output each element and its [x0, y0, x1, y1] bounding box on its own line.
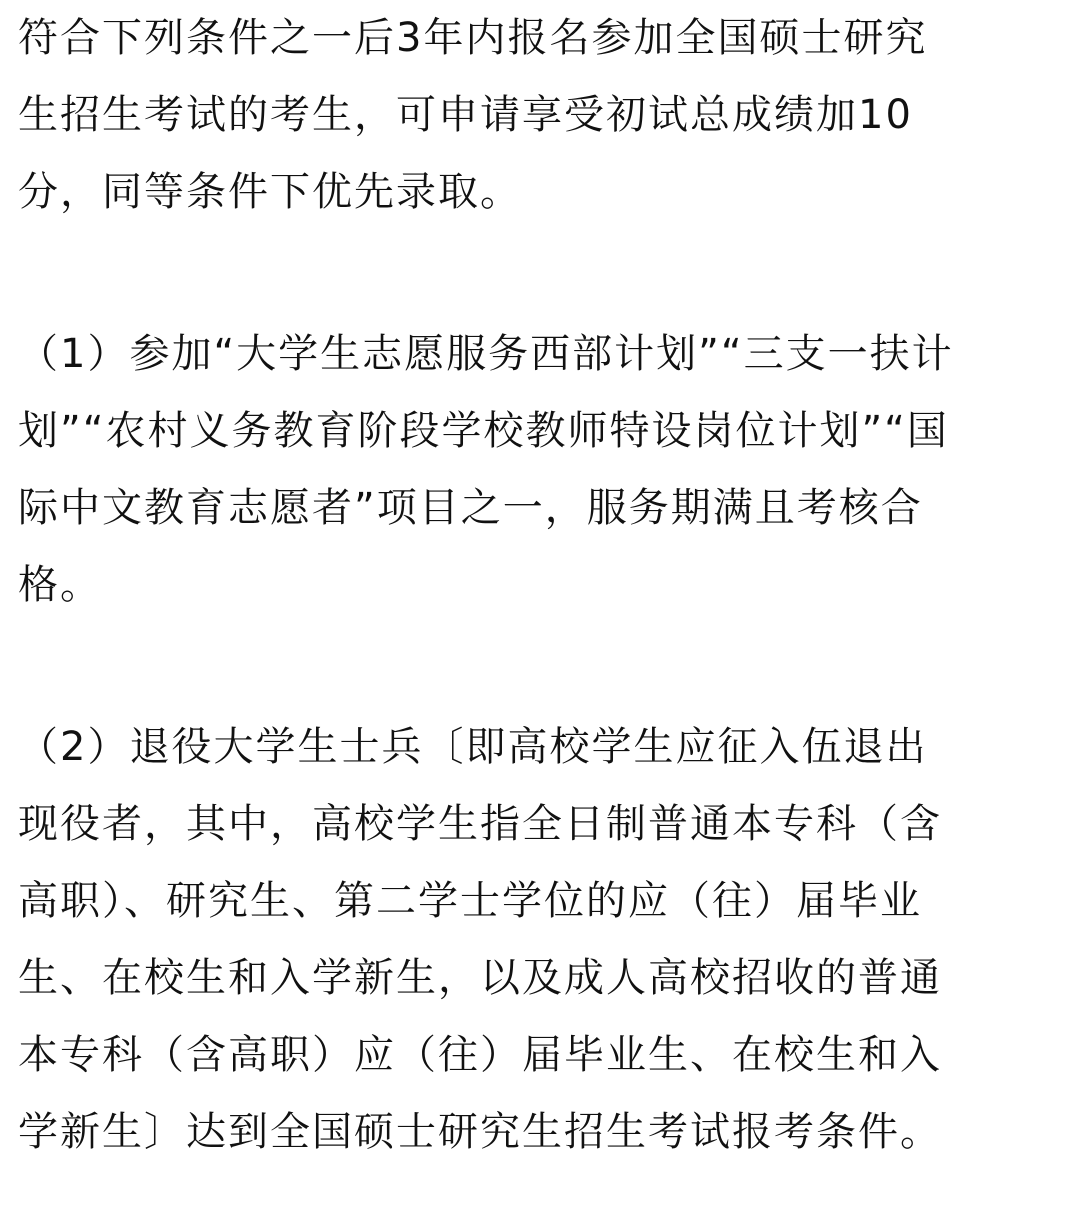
item-2-line-4: 生、在校生和入学新生，以及成人高校招收的普通 [18, 955, 942, 1001]
item-2-line-6: 学新生〕达到全国硕士研究生招生考试报考条件。 [18, 1109, 942, 1155]
item-1-line-2: 划”“农村义务教育阶段学校教师特设岗位计划”“国 [18, 408, 949, 454]
intro-line-3: 分，同等条件下优先录取。 [18, 169, 522, 215]
item-1-line-4: 格。 [18, 562, 102, 608]
intro-paragraph [18, 0, 1062, 231]
item-1-paragraph [18, 316, 1062, 624]
item-1-line-3: 际中文教育志愿者”项目之一，服务期满且考核合 [18, 485, 923, 531]
item-2-line-3: 高职）、研究生、第二学士学位的应（往）届毕业 [18, 878, 922, 924]
item-2-line-1: （2）退役大学生士兵〔即高校学生应征入伍退出 [18, 724, 928, 770]
paragraph-gap [18, 624, 1062, 709]
item-2-line-2: 现役者，其中，高校学生指全日制普通本专科（含 [18, 801, 942, 847]
intro-line-1: 符合下列条件之一后3年内报名参加全国硕士研究 [18, 15, 928, 61]
item-2-line-5: 本专科（含高职）应（往）届毕业生、在校生和入 [18, 1032, 942, 1078]
intro-line-2: 生招生考试的考生，可申请享受初试总成绩加10 [18, 92, 913, 138]
paragraph-gap [18, 231, 1062, 316]
item-1-line-1: （1）参加“大学生志愿服务西部计划”“三支一扶计 [18, 331, 954, 377]
item-2-paragraph [18, 709, 1062, 1171]
article-body [18, 0, 1062, 1171]
